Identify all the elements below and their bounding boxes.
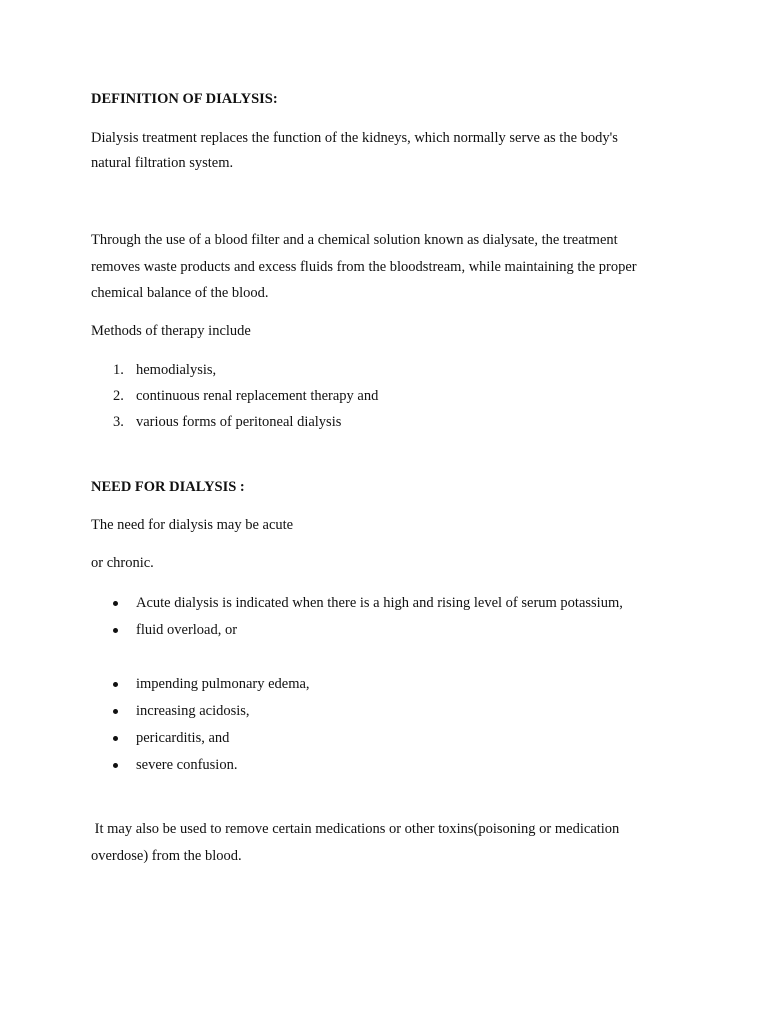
bullet-marker [113,763,118,768]
bullet-item: severe confusion. [136,757,238,773]
need-paragraph-line: The need for dialysis may be acute [91,517,294,533]
treatment-paragraph-line: chemical balance of the blood. [91,285,269,301]
list-item: various forms of peritoneal dialysis [136,414,342,430]
treatment-paragraph-line: Through the use of a blood filter and a chemical solution known as dialysate, the treatment [91,232,618,248]
bullet-marker [113,601,118,606]
bullet-marker [113,736,118,741]
bullet-item: pericarditis, and [136,730,230,746]
need-paragraph-line: or chronic. [91,555,154,571]
list-number: 3. [113,414,124,430]
closing-paragraph-line: It may also be used to remove certain medications or other toxins(poisoning or medication [91,821,620,837]
definition-paragraph-line: natural filtration system. [91,155,234,171]
bullet-marker [113,628,118,633]
need-heading: NEED FOR DIALYSIS : [91,479,245,495]
bullet-item: fluid overload, or [136,622,238,638]
methods-intro: Methods of therapy include [91,323,251,339]
list-item: continuous renal replacement therapy and [136,388,379,404]
list-number: 2. [113,388,124,404]
closing-paragraph-line: overdose) from the blood. [91,848,242,864]
bullet-item: impending pulmonary edema, [136,676,310,692]
bullet-marker [113,709,118,714]
bullet-marker [113,682,118,687]
list-number: 1. [113,362,124,378]
treatment-paragraph-line: removes waste products and excess fluids from the bloodstream, while maintaining the proper [91,259,637,275]
bullet-item: Acute dialysis is indicated when there is a high and rising level of serum potassium, [136,595,623,611]
definition-heading: DEFINITION OF DIALYSIS: [91,91,278,107]
definition-paragraph-line: Dialysis treatment replaces the function of the kidneys, which normally serve as the body's [91,130,618,146]
list-item: hemodialysis, [136,362,217,378]
bullet-item: increasing acidosis, [136,703,250,719]
